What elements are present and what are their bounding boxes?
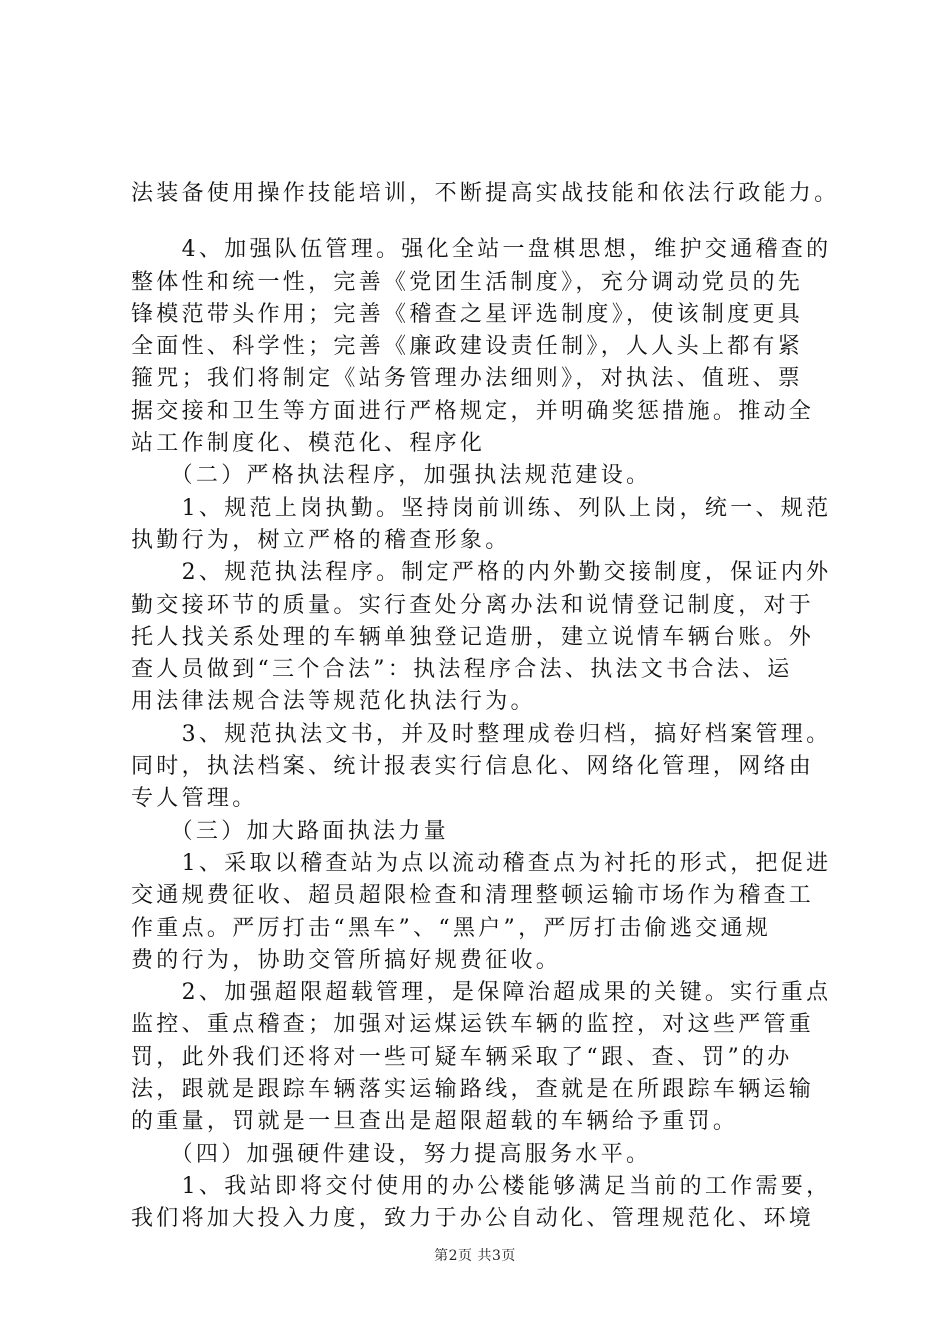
text-line: 同时，执法档案、统计报表实行信息化、网络化管理，网络由	[131, 754, 815, 780]
section-heading: （四）加强硬件建设，努力提高服务水平。	[131, 1141, 652, 1167]
section-heading: （三）加大路面执法力量	[131, 818, 449, 844]
text-line: 4、加强队伍管理。强化全站一盘棋思想，维护交通稽查的	[131, 237, 832, 263]
text-line: 专人管理。	[131, 786, 258, 812]
text-line: 3、规范执法文书，并及时整理成卷归档，搞好档案管理。	[131, 721, 832, 747]
text-line: 查人员做到“三个合法”：执法程序合法、执法文书合法、运	[131, 657, 793, 683]
text-line: 2、加强超限超载管理，是保障治超成果的关键。实行重点	[131, 980, 832, 1006]
text-line: 托人找关系处理的车辆单独登记造册，建立说情车辆台账。外	[131, 624, 815, 650]
text-line: 整体性和统一性，完善《党团生活制度》，充分调动党员的先	[131, 269, 804, 295]
text-line: 全面性、科学性；完善《廉政建设责任制》，人人头上都有紧	[131, 334, 804, 360]
text-line: 站工作制度化、模范化、程序化	[131, 431, 486, 457]
text-line: 的重量，罚就是一旦查出是超限超载的车辆给予重罚。	[131, 1109, 739, 1135]
text-line: 锋模范带头作用；完善《稽查之星评选制度》，使该制度更具	[131, 301, 804, 327]
text-line: 法装备使用操作技能培训，不断提高实战技能和依法行政能力。	[131, 181, 840, 206]
text-line: 1、规范上岗执勤。坚持岗前训练、列队上岗，统一、规范	[131, 495, 832, 521]
text-line: 监控、重点稽查；加强对运煤运铁车辆的监控，对这些严管重	[131, 1012, 815, 1038]
text-line: 我们将加大投入力度，致力于办公自动化、管理规范化、环境	[131, 1206, 815, 1232]
text-line: 罚，此外我们还将对一些可疑车辆采取了“跟、查、罚”的办	[131, 1044, 793, 1070]
text-line: 费的行为，协助交管所搞好规费征收。	[131, 947, 562, 973]
text-line: 作重点。严厉打击“黑车”、“黑户”，严厉打击偷逃交通规	[131, 915, 772, 941]
text-line: 用法律法规合法等规范化执法行为。	[131, 689, 536, 715]
text-line: 据交接和卫生等方面进行严格规定，并明确奖惩措施。推动全	[131, 398, 815, 424]
text-line: 1、采取以稽查站为点以流动稽查点为衬托的形式，把促进	[131, 850, 832, 876]
text-line: 箍咒；我们将制定《站务管理办法细则》，对执法、值班、票	[131, 366, 804, 392]
text-line: 法，跟就是跟踪车辆落实运输路线，查就是在所跟踪车辆运输	[131, 1077, 815, 1103]
text-line: 交通规费征收、超员超限检查和清理整顿运输市场作为稽查工	[131, 883, 815, 909]
text-line: 勤交接环节的质量。实行查处分离办法和说情登记制度，对于	[131, 592, 815, 618]
text-line: 执勤行为，树立严格的稽查形象。	[131, 527, 511, 553]
page-number-footer: 第2页 共3页	[434, 1248, 516, 1264]
text-line: 2、规范执法程序。制定严格的内外勤交接制度，保证内外	[131, 560, 832, 586]
text-line: 1、我站即将交付使用的办公楼能够满足当前的工作需要，	[131, 1173, 832, 1199]
section-heading: （二）严格执法程序，加强执法规范建设。	[131, 463, 652, 489]
document-body	[131, 178, 840, 1236]
